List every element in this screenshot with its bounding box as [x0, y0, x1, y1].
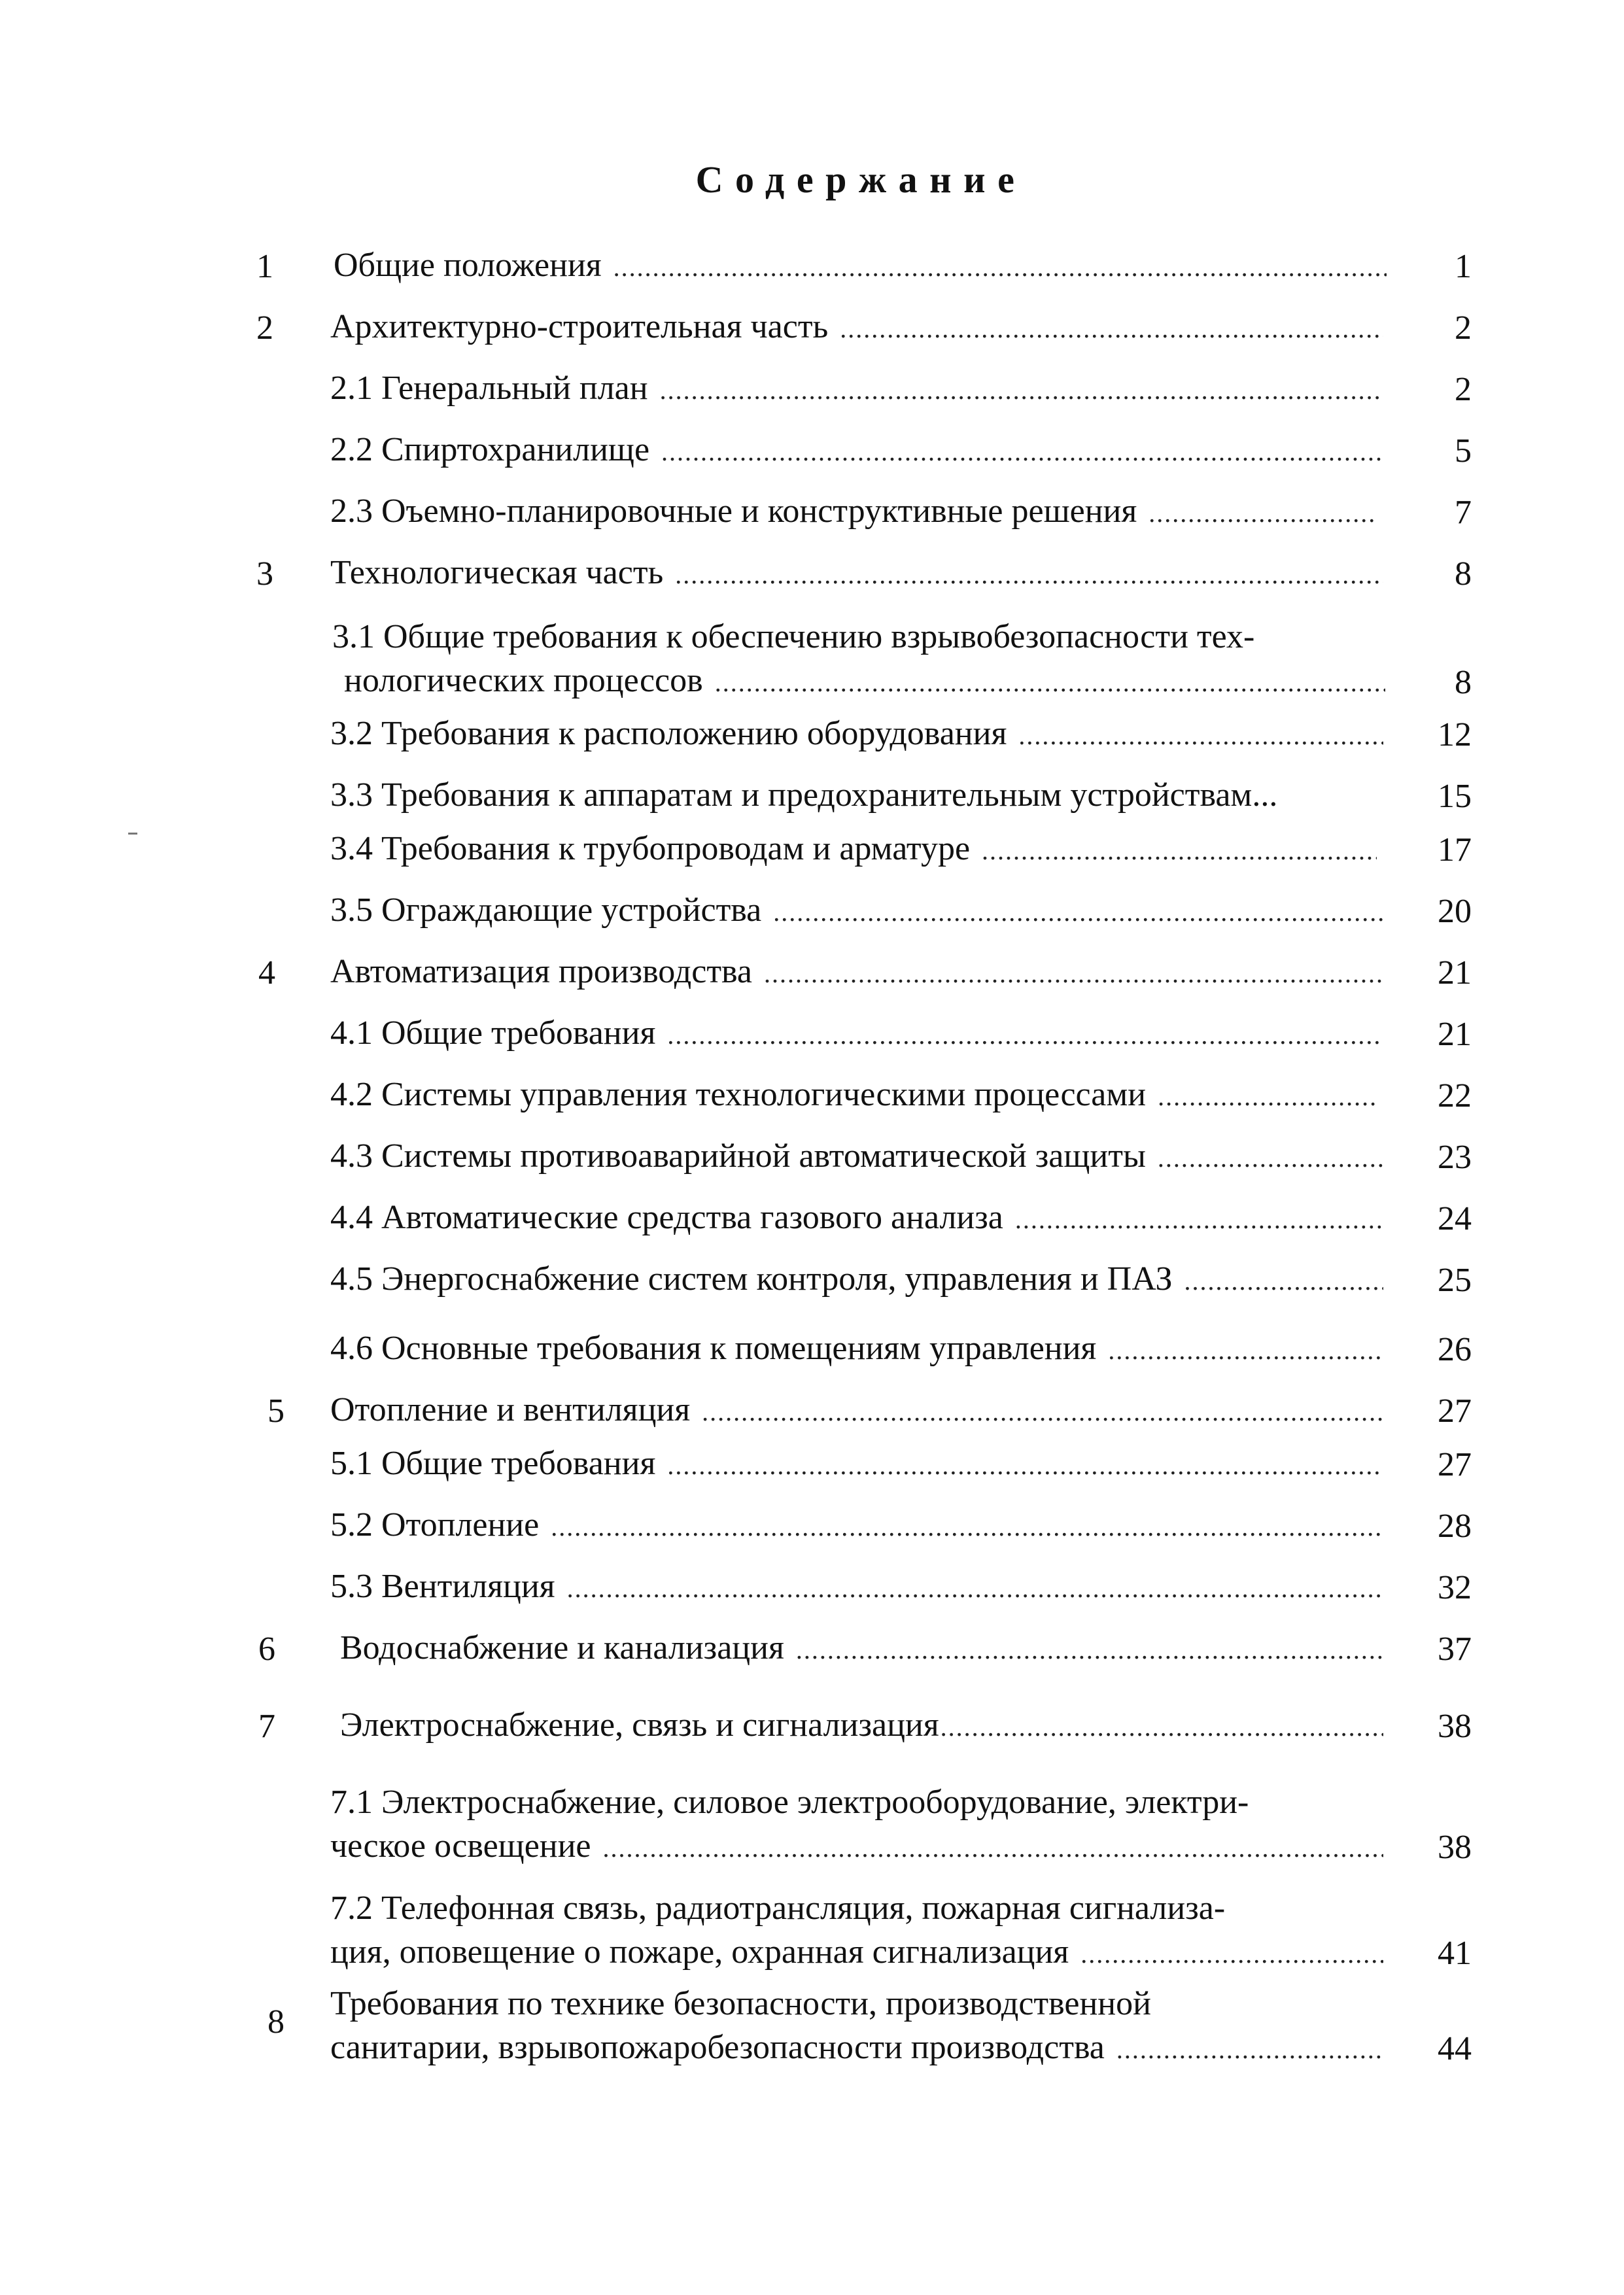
entry-title: 5.1 Общие требования — [330, 1445, 656, 1482]
entry-title: 4.2 Системы управления технологическими процессами — [330, 1076, 1147, 1113]
page-number: 2 — [1455, 371, 1472, 408]
page-number: 12 — [1438, 716, 1472, 753]
page-number: 37 — [1438, 1631, 1472, 1668]
entry-title: 3.3 Требования к аппаратам и предохранительным устройствам... — [330, 776, 1278, 814]
entry-title: Отопление и вентиляция — [330, 1391, 691, 1428]
toc-entry[interactable] — [330, 888, 1383, 934]
toc-entry[interactable] — [330, 428, 1383, 474]
page-number: 41 — [1438, 1935, 1472, 1972]
entry-title: Электроснабжение, связь и сигнализация — [340, 1706, 939, 1744]
toc-entry[interactable] — [340, 1626, 1383, 1672]
page-number: 17 — [1438, 831, 1472, 869]
entry-title-line1: Требования по технике безопасности, производственной — [330, 1985, 1151, 2022]
page-number: 8 — [1455, 664, 1472, 701]
page-number: 44 — [1438, 2030, 1472, 2067]
dot-leader — [1108, 1328, 1383, 1372]
section-number: 2 — [256, 309, 273, 347]
dot-leader — [1158, 1136, 1383, 1180]
entry-title-line2: санитарии, взрывопожаробезопасности производства — [330, 2029, 1105, 2066]
entry-title: 2.3 Оъемно-планировочные и конструктивные решения — [330, 492, 1137, 530]
page-number: 1 — [1455, 248, 1472, 285]
toc-entry[interactable] — [330, 305, 1383, 351]
page-number: 7 — [1455, 494, 1472, 531]
page-number: 22 — [1438, 1077, 1472, 1114]
toc-entry[interactable] — [330, 773, 1403, 817]
page-number: 38 — [1438, 1829, 1472, 1866]
entry-title: 2.1 Генеральный план — [330, 370, 648, 407]
page-number: 15 — [1438, 778, 1472, 815]
dot-leader — [1018, 714, 1383, 757]
entry-title: Водоснабжение и канализация — [340, 1629, 784, 1666]
dot-leader — [603, 1826, 1383, 1870]
entry-title-line2: ция, оповещение о пожаре, охранная сигнализация — [330, 1933, 1069, 1971]
entry-title: 4.3 Системы противоаварийной автоматической защиты — [330, 1137, 1146, 1175]
toc-entry[interactable] — [330, 366, 1383, 412]
toc-entry[interactable] — [330, 827, 1377, 872]
dot-leader — [702, 1390, 1383, 1434]
entry-title: Архитектурно-строительная часть — [330, 308, 829, 345]
page-number: 20 — [1438, 893, 1472, 930]
section-number: 4 — [258, 954, 275, 992]
page-number: 38 — [1438, 1708, 1472, 1745]
dot-leader — [1149, 491, 1377, 535]
page-number: 27 — [1438, 1392, 1472, 1430]
dot-leader — [764, 952, 1383, 995]
dot-leader — [613, 245, 1387, 289]
section-number: 1 — [256, 248, 273, 285]
entry-title: 3.4 Требования к трубопроводам и арматуре — [330, 830, 971, 867]
dot-leader — [567, 1566, 1383, 1610]
entry-title: Общие положения — [334, 247, 602, 284]
dot-leader — [661, 430, 1383, 474]
entry-title: 3.2 Требования к расположению оборудования — [330, 715, 1007, 752]
dot-leader — [1158, 1075, 1377, 1118]
dot-leader — [941, 1705, 1383, 1749]
toc-entry[interactable] — [330, 1257, 1383, 1303]
dot-leader — [773, 890, 1383, 934]
toc-entry[interactable] — [330, 1982, 1383, 2071]
dot-leader — [667, 1013, 1383, 1057]
toc-title: Содержание — [695, 158, 1027, 201]
entry-title: 5.3 Вентиляция — [330, 1568, 555, 1605]
dot-leader — [551, 1505, 1383, 1549]
dot-leader — [796, 1628, 1383, 1672]
page-number: 32 — [1438, 1569, 1472, 1606]
dot-leader — [1116, 2028, 1383, 2071]
scan-mark — [128, 833, 137, 835]
dot-leader — [660, 368, 1383, 412]
toc-entry[interactable] — [340, 1703, 1383, 1749]
entry-title: Автоматизация производства — [330, 953, 752, 990]
toc-entry[interactable] — [330, 1503, 1383, 1549]
page-number: 26 — [1438, 1331, 1472, 1368]
entry-title: 5.2 Отопление — [330, 1506, 540, 1544]
toc-entry[interactable] — [330, 712, 1383, 757]
toc-entry[interactable] — [330, 1886, 1383, 1976]
entry-title: 2.2 Спиртохранилище — [330, 431, 650, 468]
dot-leader — [840, 307, 1383, 351]
toc-entry[interactable] — [330, 950, 1383, 995]
dot-leader — [1015, 1198, 1383, 1241]
dot-leader — [982, 829, 1377, 872]
toc-entry[interactable] — [330, 489, 1377, 535]
entry-title-line1: 7.2 Телефонная связь, радиотрансляция, пожарная сигнализа- — [330, 1889, 1226, 1927]
toc-entry[interactable] — [334, 243, 1387, 289]
toc-entry[interactable] — [330, 1134, 1383, 1180]
entry-title: 4.5 Энергоснабжение систем контроля, управления и ПАЗ — [330, 1260, 1173, 1298]
toc-entry[interactable] — [330, 1011, 1383, 1057]
entry-title-line1: 7.1 Электроснабжение, силовое электрооборудование, электри- — [330, 1784, 1249, 1821]
toc-entry[interactable] — [330, 1073, 1377, 1118]
section-number: 7 — [258, 1708, 275, 1745]
section-number: 8 — [268, 2003, 285, 2041]
toc-entry[interactable] — [330, 1780, 1383, 1870]
toc-entry[interactable] — [330, 1388, 1383, 1434]
dot-leader — [667, 1443, 1383, 1487]
entry-title: 4.4 Автоматические средства газового анализа — [330, 1199, 1003, 1236]
page-number: 25 — [1438, 1262, 1472, 1299]
toc-entry[interactable] — [330, 551, 1383, 596]
page-number: 24 — [1438, 1200, 1472, 1237]
toc-entry[interactable] — [330, 1564, 1383, 1610]
page-number: 27 — [1438, 1446, 1472, 1483]
page-number: 5 — [1455, 432, 1472, 470]
entry-title: 4.1 Общие требования — [330, 1014, 656, 1052]
entry-title-line1: 3.1 Общие требования к обеспечению взрывобезопасности тех- — [332, 618, 1255, 655]
entry-title: 4.6 Основные требования к помещениям управления — [330, 1330, 1097, 1367]
toc-entry[interactable] — [332, 615, 1385, 704]
page-number: 23 — [1438, 1139, 1472, 1176]
section-number: 6 — [258, 1631, 275, 1668]
dot-leader — [715, 661, 1385, 704]
entry-title: 3.5 Ограждающие устройства — [330, 891, 762, 929]
dot-leader — [675, 553, 1383, 596]
page-number: 21 — [1438, 1016, 1472, 1053]
page-number: 21 — [1438, 954, 1472, 992]
dot-leader — [1184, 1259, 1383, 1303]
section-number: 3 — [256, 555, 273, 593]
dot-leader — [1080, 1932, 1383, 1976]
toc-entry[interactable] — [330, 1196, 1383, 1241]
entry-title-line2: ческое освещение — [330, 1827, 591, 1865]
toc-entry[interactable] — [330, 1441, 1383, 1487]
entry-title-line2: нологических процессов — [344, 662, 703, 699]
page-number: 2 — [1455, 309, 1472, 347]
toc-entry[interactable] — [330, 1326, 1383, 1372]
section-number: 5 — [268, 1392, 285, 1430]
page-number: 8 — [1455, 555, 1472, 593]
page-number: 28 — [1438, 1508, 1472, 1545]
entry-title: Технологическая часть — [330, 554, 664, 591]
